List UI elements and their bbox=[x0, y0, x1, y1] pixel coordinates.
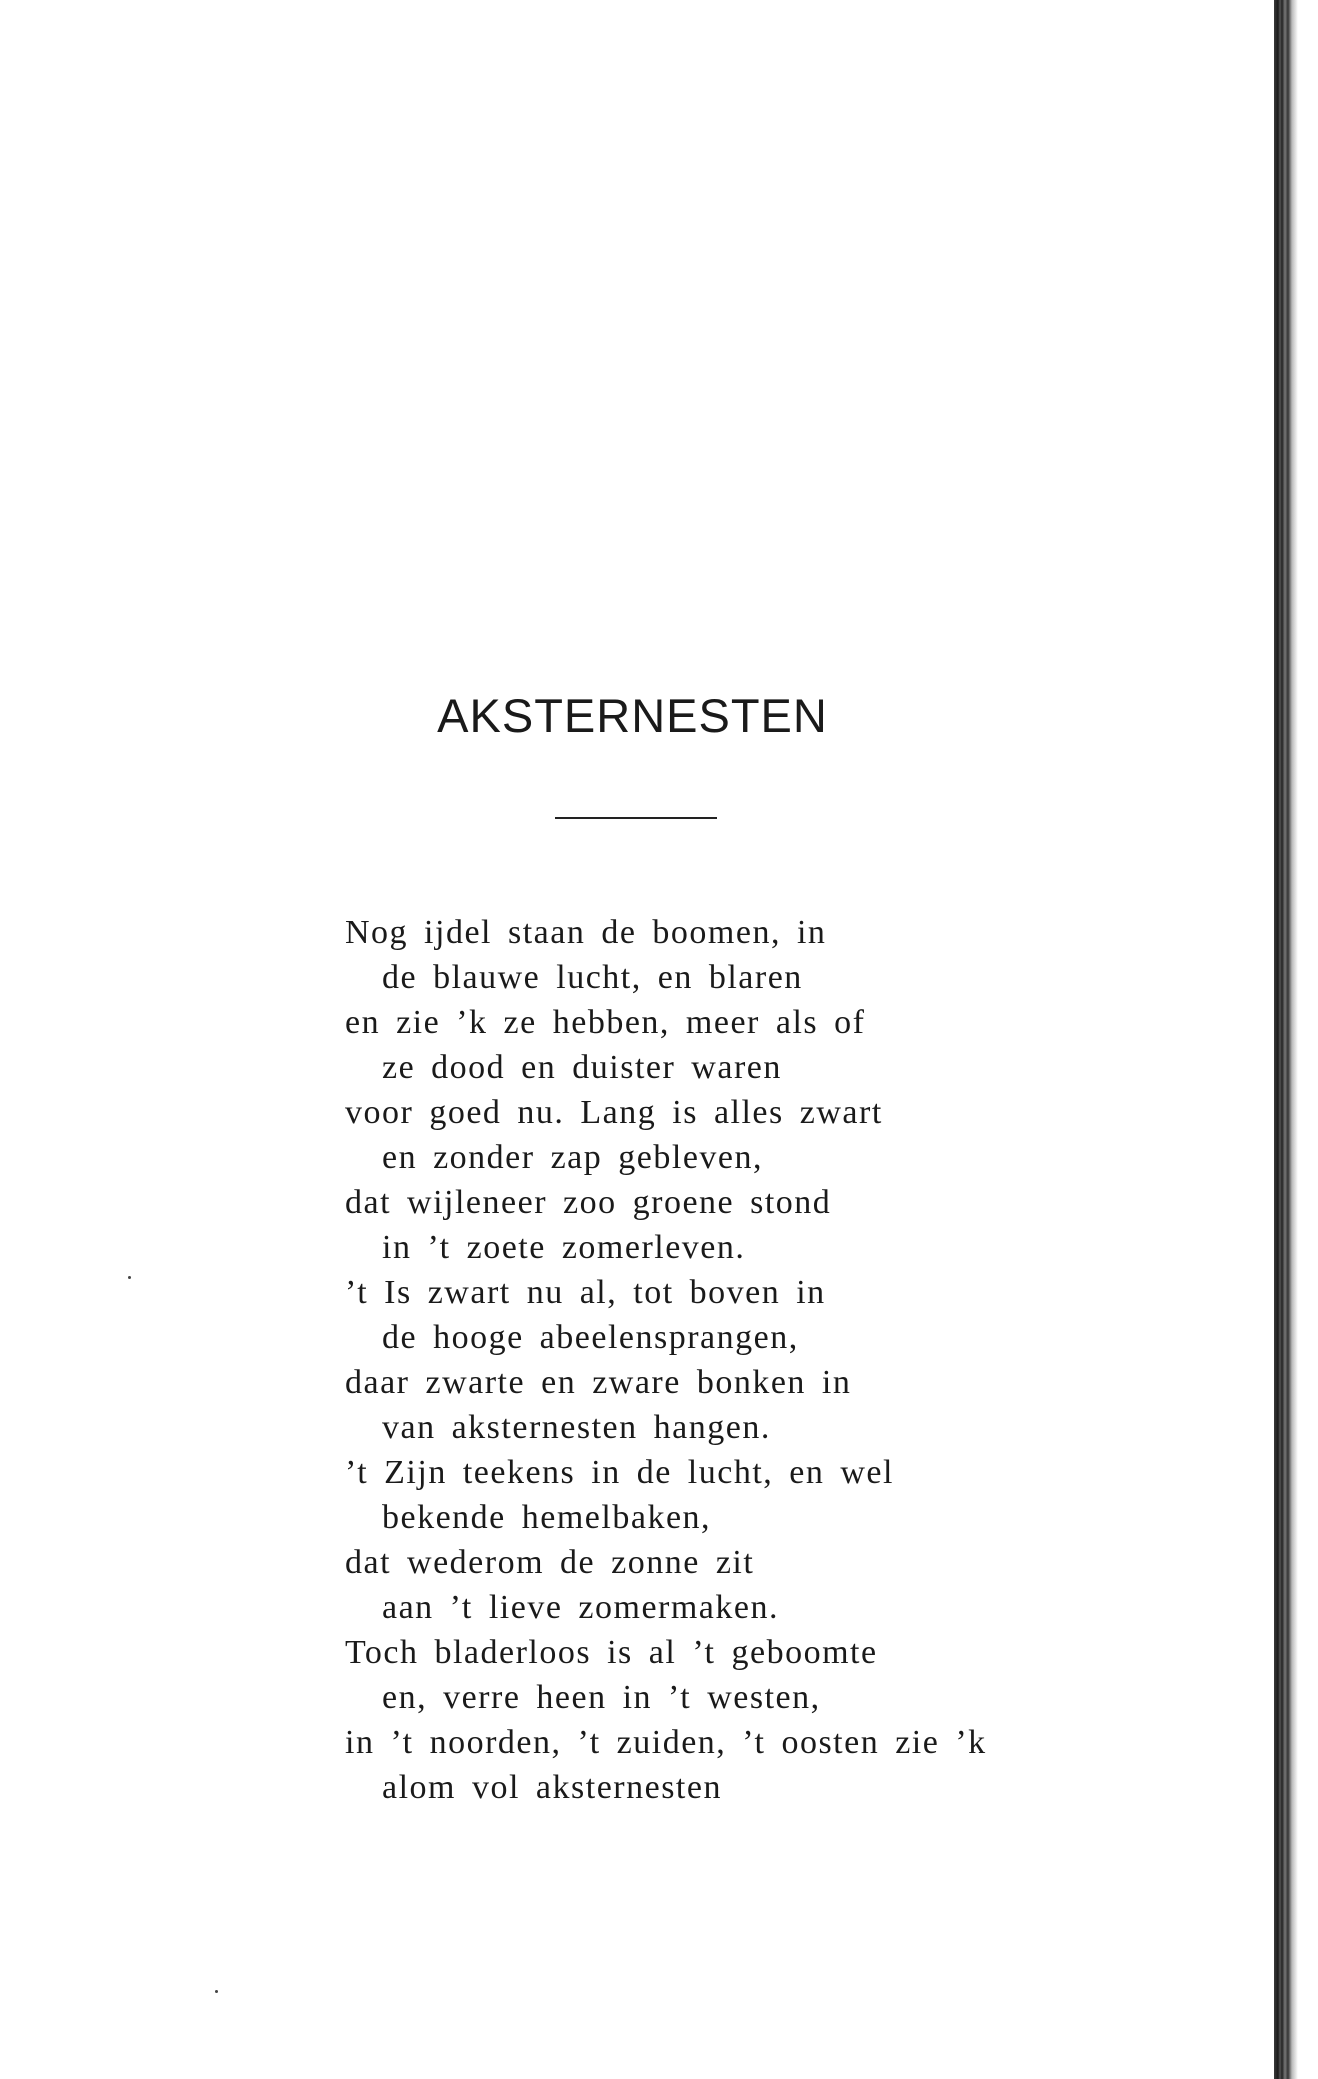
poem-line: Toch bladerloos is al ’t geboomte bbox=[345, 1634, 878, 1671]
poem-title: AKSTERNESTEN bbox=[437, 689, 828, 742]
poem-line: voor goed nu. Lang is alles zwart bbox=[345, 1094, 883, 1131]
poem-line: Nog ijdel staan de boomen, in bbox=[345, 914, 827, 951]
poem-line: alom vol aksternesten bbox=[382, 1769, 722, 1806]
poem-line: en zie ’k ze hebben, meer als of bbox=[345, 1004, 866, 1041]
poem-line: ’t Is zwart nu al, tot boven in bbox=[345, 1274, 826, 1311]
poem-line: en zonder zap gebleven, bbox=[382, 1139, 763, 1176]
poem-line: de hooge abeelensprangen, bbox=[382, 1319, 799, 1356]
paper-speck bbox=[128, 1276, 131, 1279]
poem-line: bekende hemelbaken, bbox=[382, 1499, 712, 1536]
title-divider bbox=[555, 817, 717, 819]
page-edge-shadow bbox=[1268, 0, 1298, 2079]
paper-speck bbox=[215, 1990, 218, 1993]
poem-line: dat wederom de zonne zit bbox=[345, 1544, 755, 1581]
poem-line: dat wijleneer zoo groene stond bbox=[345, 1184, 832, 1221]
poem-body bbox=[345, 910, 987, 1810]
poem-line: aan ’t lieve zomermaken. bbox=[382, 1589, 779, 1626]
poem-line: ze dood en duister waren bbox=[382, 1049, 782, 1086]
poem-line: in ’t zoete zomerleven. bbox=[382, 1229, 746, 1266]
poem-line: ’t Zijn teekens in de lucht, en wel bbox=[345, 1454, 894, 1491]
poem-line: van aksternesten hangen. bbox=[382, 1409, 771, 1446]
poem-line: in ’t noorden, ’t zuiden, ’t oosten zie ’k bbox=[345, 1724, 987, 1761]
poem-line: daar zwarte en zware bonken in bbox=[345, 1364, 852, 1401]
poem-line: en, verre heen in ’t westen, bbox=[382, 1679, 821, 1716]
poem-line: de blauwe lucht, en blaren bbox=[382, 959, 803, 996]
